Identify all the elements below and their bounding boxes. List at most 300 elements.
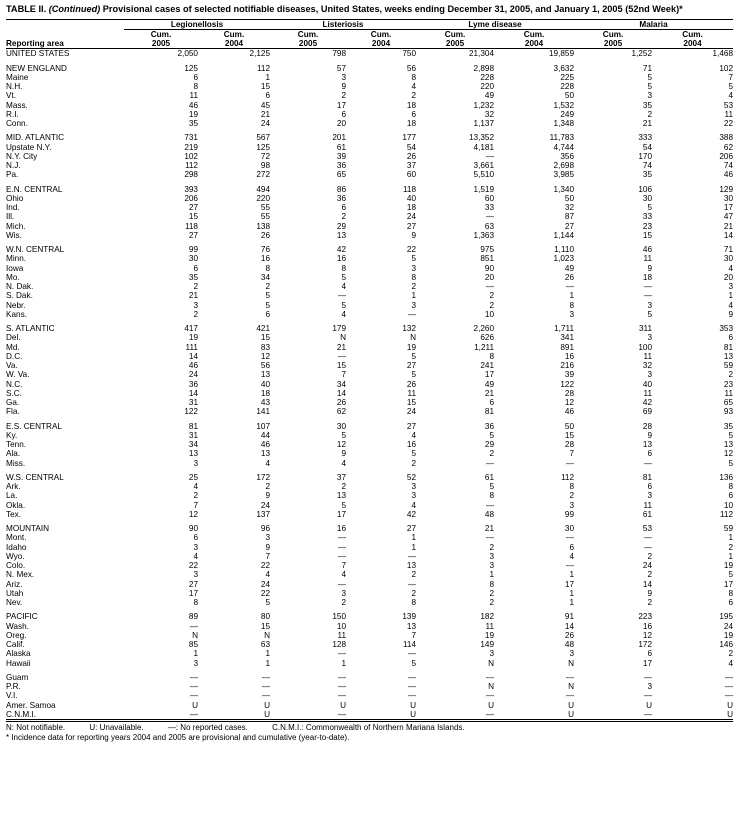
reporting-area-cell: PACIFIC xyxy=(6,612,38,622)
reporting-area-cell: Utah xyxy=(6,588,24,598)
value-cell: 31 xyxy=(188,430,198,440)
value-cell: 341 xyxy=(560,333,575,343)
value-cell: 6 xyxy=(411,109,417,119)
value-cell: 16 xyxy=(260,254,271,264)
reporting-area-cell: Minn. xyxy=(6,254,27,264)
table-row xyxy=(6,501,733,510)
footnote-n: N: Not notifiable. xyxy=(6,723,66,732)
value-cell: N xyxy=(568,658,575,668)
value-cell: — xyxy=(337,351,347,361)
reporting-area-cell: Oreg. xyxy=(6,630,27,640)
value-cell: 3 xyxy=(193,658,198,668)
value-cell: 27 xyxy=(406,421,417,431)
value-cell: 137 xyxy=(256,509,271,519)
value-cell: 179 xyxy=(332,324,347,333)
value-cell: 8 xyxy=(411,272,417,282)
value-cell: 17 xyxy=(188,588,198,598)
reporting-area-cell: Ill. xyxy=(6,212,15,222)
value-cell: 333 xyxy=(638,133,653,143)
value-cell: 90 xyxy=(484,263,495,273)
value-cell: 3 xyxy=(569,500,575,510)
value-cell: 56 xyxy=(260,361,271,370)
col-header-year: 2004 xyxy=(652,39,733,49)
value-cell: 8 xyxy=(489,351,495,361)
col-header-year: 2005 xyxy=(416,39,494,49)
value-cell: 19 xyxy=(723,561,734,570)
value-cell: — xyxy=(643,458,653,468)
value-cell: 216 xyxy=(560,361,575,370)
value-cell: 4 xyxy=(341,570,347,580)
value-cell: 22 xyxy=(260,588,271,598)
table-row xyxy=(6,389,733,398)
value-cell: 3 xyxy=(728,282,734,291)
value-cell: 14 xyxy=(642,579,653,589)
value-cell: 11 xyxy=(189,91,198,101)
value-cell: 8 xyxy=(193,598,198,607)
value-cell: 3 xyxy=(489,561,495,570)
value-cell: — xyxy=(565,282,575,291)
value-cell: 28 xyxy=(642,421,653,431)
value-cell: 80 xyxy=(260,612,271,622)
value-cell: 223 xyxy=(638,612,653,622)
value-cell: 4 xyxy=(411,430,417,440)
value-cell: 12 xyxy=(336,440,347,449)
value-cell: 53 xyxy=(723,100,734,110)
table-row xyxy=(6,324,733,333)
value-cell: 114 xyxy=(402,640,417,649)
value-cell: — xyxy=(416,710,494,720)
value-cell: 2 xyxy=(647,598,653,607)
value-cell: U xyxy=(340,700,347,710)
value-cell: — xyxy=(643,691,653,701)
value-cell: 61 xyxy=(484,472,495,482)
footnote-cnmi: C.N.M.I.: Commonwealth of Northern Mariana Islands. xyxy=(272,723,465,732)
value-cell: 2 xyxy=(728,370,734,380)
value-cell: — xyxy=(643,291,653,301)
value-cell: 3 xyxy=(647,300,653,310)
value-cell: — xyxy=(337,533,347,543)
reporting-area-cell: Colo. xyxy=(6,561,26,570)
value-cell: 1 xyxy=(265,72,271,82)
table-row xyxy=(6,552,733,561)
value-cell: 9 xyxy=(341,449,347,459)
col-header-year: 2005 xyxy=(270,39,346,49)
value-cell: 5 xyxy=(341,300,347,310)
value-cell: 8 xyxy=(569,300,575,310)
value-cell: 24 xyxy=(260,119,271,128)
value-cell: 891 xyxy=(560,342,575,352)
value-cell: 2 xyxy=(489,300,495,310)
value-cell: — xyxy=(724,691,734,701)
value-cell: 29 xyxy=(484,440,495,449)
value-cell: 20 xyxy=(484,272,495,282)
col-header-year: 2004 xyxy=(198,39,270,49)
value-cell: — xyxy=(643,533,653,543)
value-cell: 27 xyxy=(188,579,198,589)
table-row xyxy=(6,273,733,282)
value-cell: — xyxy=(189,672,198,682)
reporting-area-cell: W.N. CENTRAL xyxy=(6,245,65,254)
value-cell: 65 xyxy=(336,170,347,180)
value-cell: 35 xyxy=(188,272,198,282)
value-cell: 228 xyxy=(560,82,575,91)
value-cell: 107 xyxy=(256,421,271,431)
value-cell: — xyxy=(337,672,347,682)
table-row xyxy=(6,407,733,416)
value-cell: 7 xyxy=(341,561,347,570)
value-cell: U xyxy=(727,700,734,710)
value-cell: U xyxy=(652,710,733,720)
col-header-cum: Cum. xyxy=(444,29,466,39)
value-cell: 4 xyxy=(193,482,198,491)
value-cell: 59 xyxy=(723,524,734,533)
value-cell: 2 xyxy=(411,588,417,598)
value-cell: 3 xyxy=(489,649,495,659)
footnote-dash: —: No reported cases. xyxy=(167,723,248,732)
value-cell: — xyxy=(261,691,271,701)
value-cell: — xyxy=(724,682,734,691)
value-cell: 74 xyxy=(723,161,734,170)
value-cell: 3,632 xyxy=(553,63,575,73)
col-header-year: 2005 xyxy=(574,39,652,49)
reporting-area-cell: Calif. xyxy=(6,640,25,649)
value-cell: 13 xyxy=(642,440,653,449)
value-cell: U xyxy=(410,700,417,710)
table-row xyxy=(6,119,733,128)
value-cell: 225 xyxy=(560,72,575,82)
reporting-area-cell: Miss. xyxy=(6,458,26,468)
table-row xyxy=(6,170,733,179)
value-cell: 30 xyxy=(642,193,653,203)
value-cell: 12 xyxy=(564,398,575,407)
value-cell: 1,252 xyxy=(631,49,653,59)
value-cell: 23 xyxy=(642,221,653,231)
value-cell: 48 xyxy=(484,509,495,519)
group-header: Lyme disease xyxy=(416,19,574,29)
value-cell: 90 xyxy=(188,524,198,533)
table-row xyxy=(6,203,733,212)
value-cell: 4 xyxy=(569,551,575,561)
value-cell: 2 xyxy=(411,91,417,101)
value-cell: 2 xyxy=(265,282,271,291)
value-cell: 16 xyxy=(336,254,347,264)
value-cell: 42 xyxy=(642,398,653,407)
footnote-legend xyxy=(6,723,733,733)
value-cell: 195 xyxy=(719,612,734,622)
value-cell: 12 xyxy=(642,630,653,640)
reporting-area-cell: Mass. xyxy=(6,100,28,110)
value-cell: 298 xyxy=(184,170,198,180)
value-cell: 35 xyxy=(642,100,653,110)
value-cell: N xyxy=(192,630,198,640)
value-cell: 4 xyxy=(193,551,198,561)
value-cell: — xyxy=(565,561,575,570)
table-row xyxy=(6,440,733,449)
table-row xyxy=(6,310,733,319)
value-cell: 28 xyxy=(564,388,575,398)
value-cell: 172 xyxy=(256,472,271,482)
reporting-area-cell: Md. xyxy=(6,342,20,352)
table-row xyxy=(6,482,733,491)
value-cell: 16 xyxy=(642,621,653,631)
value-cell: 6 xyxy=(728,333,734,343)
value-cell: 30 xyxy=(564,524,575,533)
value-cell: 170 xyxy=(638,151,653,161)
value-cell: 112 xyxy=(719,509,734,519)
value-cell: 8 xyxy=(569,482,575,491)
value-cell: 5 xyxy=(265,300,271,310)
value-cell: 76 xyxy=(260,245,271,254)
value-cell: 3 xyxy=(647,91,653,101)
reporting-area-cell: Pa. xyxy=(6,170,19,180)
value-cell: 12 xyxy=(723,449,734,459)
value-cell: 1,144 xyxy=(553,230,575,240)
value-cell: 93 xyxy=(723,407,734,417)
value-cell: 17 xyxy=(723,579,734,589)
value-cell: 1 xyxy=(193,649,198,659)
table-page xyxy=(6,0,733,742)
value-cell: 1 xyxy=(569,291,575,301)
value-cell: U xyxy=(192,700,198,710)
value-cell: — xyxy=(337,542,347,552)
value-cell: 13 xyxy=(723,351,734,361)
value-cell: 6 xyxy=(647,649,653,659)
value-cell: 60 xyxy=(406,170,417,180)
table-row xyxy=(6,640,733,649)
value-cell: 29 xyxy=(336,221,347,231)
value-cell: 3 xyxy=(647,333,653,343)
table-row xyxy=(6,459,733,468)
value-cell: 5,510 xyxy=(473,170,495,180)
value-cell: 54 xyxy=(406,142,417,152)
value-cell: — xyxy=(407,579,417,589)
table-row xyxy=(6,682,733,691)
value-cell: 40 xyxy=(260,379,271,389)
table-row xyxy=(6,101,733,110)
value-cell: U xyxy=(494,710,574,720)
table-row xyxy=(6,282,733,291)
value-cell: 37 xyxy=(406,161,417,170)
value-cell: 15 xyxy=(260,333,271,343)
value-cell: 5 xyxy=(489,430,495,440)
value-cell: 128 xyxy=(332,640,347,649)
value-cell: 18 xyxy=(406,100,417,110)
value-cell: 49 xyxy=(484,91,495,101)
reporting-area-cell: Vt. xyxy=(6,91,17,101)
value-cell: N xyxy=(410,333,417,343)
value-cell: 5 xyxy=(647,309,653,319)
value-cell: 4 xyxy=(341,282,347,291)
value-cell: 15 xyxy=(188,212,198,222)
reporting-area-cell: W.S. CENTRAL xyxy=(6,472,64,482)
value-cell: 1,110 xyxy=(554,245,575,254)
value-cell: 5 xyxy=(265,598,271,607)
value-cell: 421 xyxy=(256,324,271,333)
reporting-area-cell: Hawaii xyxy=(6,658,31,668)
value-cell: 11 xyxy=(407,388,417,398)
value-cell: 34 xyxy=(260,272,271,282)
value-cell: 1 xyxy=(569,588,575,598)
table-row xyxy=(6,194,733,203)
value-cell: 3 xyxy=(193,300,198,310)
table-body xyxy=(6,49,733,720)
value-cell: 7 xyxy=(193,500,198,510)
value-cell: 69 xyxy=(642,407,653,417)
value-cell: — xyxy=(189,682,198,691)
value-cell: 6 xyxy=(647,449,653,459)
value-cell: 16 xyxy=(564,351,575,361)
value-cell: 6 xyxy=(489,398,495,407)
value-cell: 106 xyxy=(638,184,653,194)
value-cell: 2,050 xyxy=(177,49,198,59)
value-cell: 6 xyxy=(193,263,198,273)
value-cell: 3 xyxy=(193,458,198,468)
value-cell: — xyxy=(485,282,495,291)
value-cell: 13 xyxy=(188,449,198,459)
value-cell: 26 xyxy=(564,272,575,282)
value-cell: 14 xyxy=(723,230,734,240)
table-row xyxy=(6,524,733,533)
value-cell: 8 xyxy=(489,491,495,501)
value-cell: 21,304 xyxy=(468,49,495,59)
value-cell: 65 xyxy=(723,398,734,407)
value-cell: 393 xyxy=(184,184,198,194)
value-cell: — xyxy=(337,291,347,301)
value-cell: — xyxy=(189,691,198,701)
table-row xyxy=(6,352,733,361)
value-cell: 57 xyxy=(336,63,347,73)
value-cell: 206 xyxy=(719,151,734,161)
reporting-area-cell: Maine xyxy=(6,72,29,82)
value-cell: 6 xyxy=(569,542,575,552)
reporting-area-cell: S.C. xyxy=(6,388,22,398)
reporting-area-cell: P.R. xyxy=(6,682,21,691)
value-cell: 26 xyxy=(406,151,417,161)
reporting-area-cell: Wis. xyxy=(6,230,22,240)
value-cell: 111 xyxy=(185,342,198,352)
value-cell: 42 xyxy=(406,509,417,519)
value-cell: 44 xyxy=(260,430,271,440)
value-cell: 31 xyxy=(188,398,198,407)
value-cell: 9 xyxy=(647,430,653,440)
value-cell: 150 xyxy=(332,612,347,622)
value-cell: 36 xyxy=(336,193,347,203)
table-row xyxy=(6,64,733,73)
value-cell: 16 xyxy=(406,440,417,449)
value-cell: 9 xyxy=(411,230,417,240)
value-cell: 85 xyxy=(188,640,198,649)
value-cell: 21 xyxy=(723,221,734,231)
value-cell: 11 xyxy=(724,388,734,398)
value-cell: 36 xyxy=(336,161,347,170)
value-cell: — xyxy=(485,691,495,701)
value-cell: 1 xyxy=(411,533,417,543)
col-header-year: 2004 xyxy=(494,39,574,49)
value-cell: 3 xyxy=(341,588,347,598)
value-cell: U xyxy=(198,710,270,720)
value-cell: 2,260 xyxy=(473,324,495,333)
value-cell: 4 xyxy=(411,500,417,510)
value-cell: 182 xyxy=(480,612,495,622)
value-cell: 172 xyxy=(638,640,653,649)
value-cell: 10 xyxy=(723,500,734,510)
value-cell: — xyxy=(407,682,417,691)
value-cell: 11,783 xyxy=(549,133,575,143)
value-cell: 18 xyxy=(260,388,271,398)
value-cell: 1,363 xyxy=(473,230,495,240)
value-cell: 13 xyxy=(406,561,417,570)
value-cell: 42 xyxy=(336,245,347,254)
value-cell: 494 xyxy=(256,184,271,194)
value-cell: 22 xyxy=(260,561,271,570)
value-cell: 13 xyxy=(336,491,347,501)
value-cell: 50 xyxy=(564,91,575,101)
value-cell: 7 xyxy=(411,630,417,640)
value-cell: 55 xyxy=(260,203,271,212)
value-cell: 2 xyxy=(193,309,198,319)
value-cell: 81 xyxy=(723,342,734,352)
value-cell: 118 xyxy=(402,184,417,194)
table-row xyxy=(6,73,733,82)
table-row xyxy=(6,691,733,700)
value-cell: — xyxy=(643,282,653,291)
reporting-area-cell: Wash. xyxy=(6,621,29,631)
value-cell: 2 xyxy=(728,542,734,552)
reporting-area-cell: Conn. xyxy=(6,119,28,128)
value-cell: 47 xyxy=(723,212,734,222)
value-cell: 63 xyxy=(484,221,495,231)
title-rest: Provisional cases of selected notifiable diseases, United States, weeks ending December 31, 2005, and January 1, 2005 (52nd Week)* xyxy=(100,4,683,14)
value-cell: 146 xyxy=(719,640,734,649)
value-cell: 48 xyxy=(564,640,575,649)
value-cell: 83 xyxy=(260,342,271,352)
value-cell: 87 xyxy=(564,212,575,222)
value-cell: 249 xyxy=(560,109,575,119)
table-row xyxy=(6,449,733,458)
value-cell: 118 xyxy=(184,221,198,231)
value-cell: 24 xyxy=(188,370,198,380)
value-cell: 24 xyxy=(260,500,271,510)
value-cell: 19 xyxy=(188,333,198,343)
value-cell: 11 xyxy=(724,109,734,119)
value-cell: 731 xyxy=(184,133,198,143)
value-cell: — xyxy=(485,151,495,161)
value-cell: 125 xyxy=(184,63,198,73)
value-cell: 99 xyxy=(564,509,575,519)
value-cell: 7 xyxy=(728,72,734,82)
value-cell: 2 xyxy=(489,291,495,301)
value-cell: N xyxy=(264,630,271,640)
value-cell: 11 xyxy=(643,388,653,398)
reporting-area-cell: Wyo. xyxy=(6,551,25,561)
value-cell: 1,340 xyxy=(553,184,575,194)
value-cell: 3 xyxy=(647,370,653,380)
table-row xyxy=(6,301,733,310)
value-cell: 8 xyxy=(411,598,417,607)
value-cell: 15 xyxy=(260,82,271,91)
value-cell: 19 xyxy=(188,109,198,119)
value-cell: 26 xyxy=(336,398,347,407)
value-cell: 27 xyxy=(188,203,198,212)
reporting-area-cell: C.N.M.I. xyxy=(6,710,124,720)
value-cell: 11 xyxy=(643,254,653,264)
value-cell: 4 xyxy=(728,658,734,668)
value-cell: — xyxy=(261,672,271,682)
value-cell: 2 xyxy=(647,570,653,580)
value-cell: 8 xyxy=(265,263,271,273)
value-cell: 2 xyxy=(341,212,347,222)
value-cell: 1 xyxy=(569,598,575,607)
